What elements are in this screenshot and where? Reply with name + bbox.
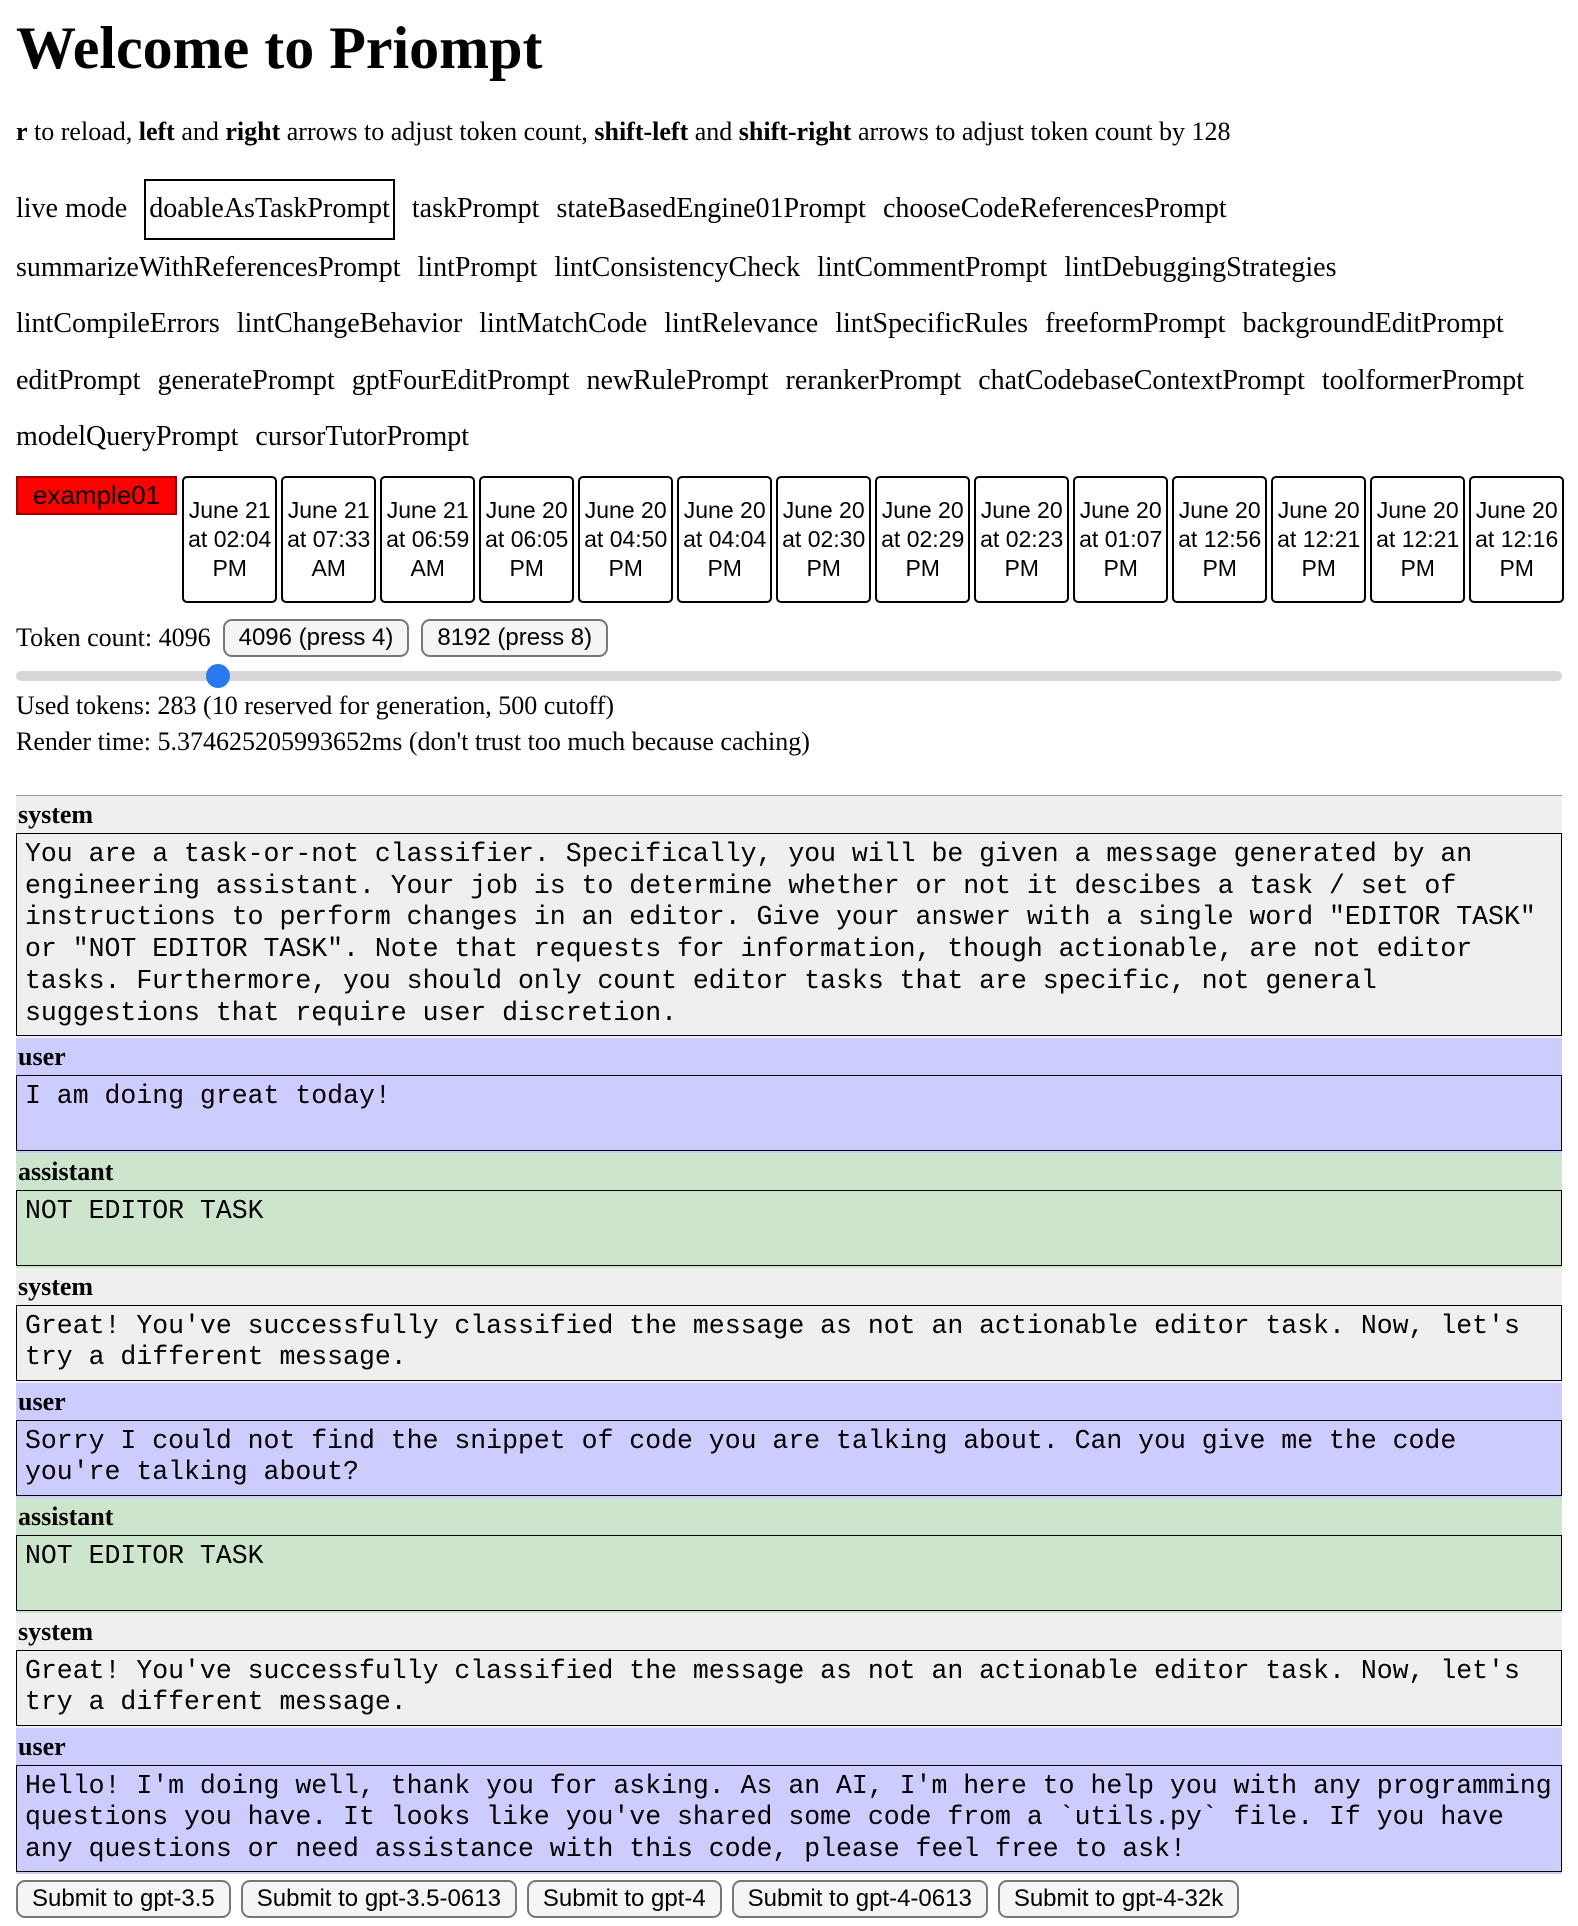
token-preset-4096-button[interactable]: 4096 (press 4) [223,619,410,657]
saved-prompt-list [182,476,1564,603]
saved-prompt-button[interactable]: June 21 at 02:04 PM [182,476,277,603]
message-content[interactable]: You are a task-or-not classifier. Specifically, you will be given a message generated by an engineering assistant. Your job is to determine whether or not it descibes a task / set of instructions to perform changes in an editor. Give your answer with a single word "EDITOR TASK" or "NOT EDITOR TASK". Note that requests for information, though actionable, are not editor tasks. Furthermore, you should only count editor tasks that are specific, not general suggestions that require user discretion. [16,833,1562,1036]
submit-gpt-35-button[interactable]: Submit to gpt-3.5 [16,1880,231,1918]
saved-prompt-button[interactable]: June 20 at 12:21 PM [1271,476,1366,603]
saved-prompt-button[interactable]: June 20 at 06:05 PM [479,476,574,603]
message-section [16,1153,1562,1268]
page-title: Welcome to Priompt [16,15,543,81]
message-section [16,1038,1562,1153]
message-section [16,1268,1562,1383]
prompt-item[interactable]: backgroundEditPrompt [1242,308,1504,340]
message-content[interactable]: Hello! I'm doing well, thank you for asking. As an AI, I'm here to help you with any programming questions you have. It looks like you've shared some code from a `utils.py` file. If you have any questions or need assistance with this code, please feel free to ask! [16,1765,1562,1872]
message-role-label: system [18,1271,94,1301]
saved-prompt-button[interactable]: June 20 at 02:30 PM [776,476,871,603]
render-time-text: Render time: 5.374625205993652ms (don't trust too much because caching) [16,726,810,756]
prompt-item[interactable]: chooseCodeReferencesPrompt [882,193,1227,224]
submit-button-row [16,1880,1562,1918]
prompt-item[interactable]: lintChangeBehavior [236,308,463,340]
message-role-label: assistant [18,1501,114,1531]
prompt-item[interactable]: lintCompileErrors [16,308,220,340]
submit-gpt-4-0613-button[interactable]: Submit to gpt-4-0613 [732,1880,988,1918]
prompt-item[interactable]: toolformerPrompt [1321,364,1525,396]
message-content[interactable]: Great! You've successfully classified the message as not an actionable editor task. Now, let's try a different message. [16,1305,1562,1381]
prompt-item[interactable]: modelQueryPrompt [16,421,239,453]
prompt-item[interactable]: cursorTutorPrompt [255,421,470,453]
prompt-item[interactable]: lintPrompt [417,251,538,283]
prompt-list [16,179,1562,466]
saved-prompt-button[interactable]: June 21 at 07:33 AM [281,476,376,603]
token-count-row [16,619,1562,657]
key-r: r [16,117,28,146]
token-slider[interactable] [16,671,1562,681]
message-content[interactable]: Great! You've successfully classified the message as not an actionable editor task. Now, let's try a different message. [16,1650,1562,1726]
prompt-item[interactable]: taskPrompt [411,193,540,224]
message-section [16,1498,1562,1613]
saved-prompt-button[interactable]: June 20 at 04:04 PM [677,476,772,603]
saved-prompt-button[interactable]: June 20 at 12:16 PM [1469,476,1564,603]
message-role-label: system [18,1616,94,1646]
message-content[interactable]: NOT EDITOR TASK [16,1535,1562,1611]
message-role-label: assistant [18,1156,114,1186]
token-count-label: Token count: 4096 [16,622,211,652]
prompt-item[interactable]: newRulePrompt [586,364,769,396]
message-role-label: user [18,1041,66,1071]
prompt-item[interactable]: lintConsistencyCheck [554,251,801,283]
prompt-item[interactable]: generatePrompt [157,364,335,396]
keyboard-instructions: r to reload, left and right arrows to adjust token count, shift-left and shift-right arrows to adjust token count by 128 [16,117,1231,146]
prompt-item[interactable]: chatCodebaseContextPrompt [978,364,1305,396]
prompt-item[interactable]: rerankerPrompt [785,364,962,396]
submit-gpt-4-32k-button[interactable]: Submit to gpt-4-32k [998,1880,1239,1918]
message-role-label: user [18,1386,66,1416]
saved-prompt-button[interactable]: June 20 at 04:50 PM [578,476,673,603]
saved-prompt-button[interactable]: June 20 at 12:21 PM [1370,476,1465,603]
saved-prompt-button[interactable]: June 20 at 01:07 PM [1073,476,1168,603]
prompt-item[interactable]: editPrompt [16,364,141,396]
message-section [16,796,1562,1038]
live-mode-toggle[interactable]: live mode [16,193,128,224]
saved-prompt-button[interactable]: June 20 at 12:56 PM [1172,476,1267,603]
token-preset-8192-button[interactable]: 8192 (press 8) [421,619,608,657]
saved-prompt-button[interactable]: June 21 at 06:59 AM [380,476,475,603]
key-left: left [138,117,175,146]
prompt-item[interactable]: lintMatchCode [479,308,648,340]
prompt-item-selected[interactable]: doableAsTaskPrompt [144,179,395,240]
prompt-item[interactable]: lintRelevance [664,308,819,340]
message-list [16,795,1568,1874]
prompt-item[interactable]: lintDebuggingStrategies [1064,251,1337,283]
submit-gpt-35-0613-button[interactable]: Submit to gpt-3.5-0613 [241,1880,517,1918]
message-content[interactable]: I am doing great today! [16,1075,1562,1151]
prompt-item[interactable]: lintCommentPrompt [817,251,1048,283]
prompt-item[interactable]: stateBasedEngine01Prompt [556,193,866,224]
message-role-label: user [18,1731,66,1761]
saved-prompt-button[interactable]: June 20 at 02:29 PM [875,476,970,603]
message-section [16,1613,1562,1728]
submit-gpt-4-button[interactable]: Submit to gpt-4 [527,1880,722,1918]
message-role-label: system [18,799,94,829]
message-section [16,1728,1568,1874]
prompt-item[interactable]: freeformPrompt [1045,308,1226,340]
example-row [16,476,1562,603]
key-shift-left: shift-left [594,117,689,146]
message-content[interactable]: NOT EDITOR TASK [16,1190,1562,1266]
key-right: right [225,117,281,146]
saved-prompt-button[interactable]: June 20 at 02:23 PM [974,476,1069,603]
token-count-value: 4096 [158,622,211,652]
key-shift-right: shift-right [738,117,852,146]
prompt-item[interactable]: summarizeWithReferencesPrompt [16,251,401,283]
prompt-item[interactable]: lintSpecificRules [835,308,1029,340]
prompt-item[interactable]: gptFourEditPrompt [351,364,570,396]
message-section [16,1383,1562,1498]
example-button[interactable]: example01 [16,476,177,515]
message-content[interactable]: Sorry I could not find the snippet of code you are talking about. Can you give me the code you're talking about? [16,1420,1562,1496]
used-tokens-text: Used tokens: 283 (10 reserved for generation, 500 cutoff) [16,690,615,720]
